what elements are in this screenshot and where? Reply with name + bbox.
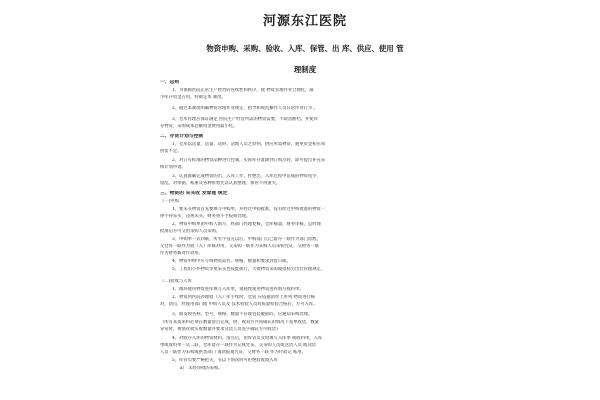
paragraph-line: 2、物资到医院办理收（入）库手续时，仓管 应依据清单上所列 物资进行核: [172, 295, 315, 300]
paragraph-line: 供货不足。: [160, 149, 182, 154]
paragraph-line: 1、仓库以适量、适量、适时、适地人员之原则，供应所需物资，避免资金积压和: [172, 142, 326, 147]
section-heading-purchasing: 三、物资的 采买收 发管理 规定: [160, 191, 228, 196]
paragraph-line: 2、通过本制度明确物资管理作业规定，指导和规范操作人员日常作业行为 。: [172, 106, 318, 111]
paragraph-line: 3、如发现名称、型号、规格、数量不符或包装破损的，应通知采购处理。: [172, 312, 313, 317]
section-heading-general: 一、总则: [160, 80, 180, 85]
paragraph-line: 对，清点，经使用部门或 申购人员及 技术检验人员对质量检验合格后，方可入库。: [160, 302, 318, 307]
paragraph-line: 3、仓库管理应保证满足 医院生产经营所需的物资需要，不缺货断档，并使库: [172, 117, 318, 122]
paragraph-line: 批准后方可交由采购人员采购。: [160, 229, 221, 234]
paragraph-line: 购计划申请。: [160, 165, 186, 170]
paragraph-line: 1、为保障医院正常生产经营的连续性和秩序，使 物资管理作业合理化，减: [172, 88, 314, 93]
paragraph-line: 3、申购单一式四联，所有字签完以后，申购部门自己留存一联作为部门留底，: [172, 237, 321, 242]
paragraph-line: 4、对收存入库的物资材料，清点后，由库管员及时填写入库单 或收料单，入库: [172, 336, 323, 341]
paragraph-line: a） 未经审批的采购。: [180, 366, 223, 371]
paragraph-line: 存物资，采购成本总额资金费用最小化。: [160, 124, 238, 129]
paragraph-line: 作为财务核对付款用。: [160, 251, 203, 256]
paragraph-line: 少库存资金占用，特制定本 制度。: [160, 95, 226, 100]
paragraph-line: 5、库管员要严格把关，有以下情况时可拒绝验收或入库: [172, 358, 278, 363]
document-subtitle-line-2: 理制度: [293, 65, 317, 74]
paragraph-line: 1、要采买物资首先要填写申购单，并经过申购批准，没有经过申购批准的物资一: [172, 207, 326, 212]
paragraph-line: 人员一联作为采购或供货部门 请款报销凭证，交财务一联 作为付款记 账用。: [160, 350, 306, 355]
subsection-heading-requisition: （一)申购: [160, 199, 179, 204]
section-heading-inventory: 二、存货计划与控制: [160, 134, 204, 139]
paragraph-line: 3、认真准确完成物资的出、入库工作，杜绝出、入库过程中造成的物资短少、: [172, 174, 321, 179]
paragraph-line: 单或收料单一式二联，仓库留存一联作为记账凭证，交采购人员或送货人员 或送货: [160, 343, 317, 348]
paragraph-line: （所有来货来料必须在数量清点完成，供、收双方共同确认的情况下签单收货，数量: [160, 320, 319, 325]
paragraph-line: 交仓库一联作为收（入）库核对用，交采购一联作为采购人员采购凭证，交财务一联: [160, 244, 319, 249]
paragraph-line: 5、工程用小件物资零星采买也按此执行，大批物资采购或招标另出台管理规定。: [172, 267, 326, 272]
paragraph-line: 2、对订有标准的物资品种进行控制，实际库存量降到订购点时，即可提出补充采: [172, 158, 326, 163]
paragraph-line: 异常时，视情况收实收数量并要求送货人员签字确认方可收货）: [160, 327, 281, 332]
document-title: 河源东江医院: [262, 14, 347, 29]
paragraph-line: 1、循环使用物资进库填写入库单，销耗性使用物资进库填写收料单。: [172, 287, 304, 292]
document-subtitle-line-1: 物资申购、采购、验收、入库、保管、出 库、供应、使用 管: [206, 44, 404, 53]
subsection-heading-receiving: （二)验收与入库: [160, 279, 192, 284]
paragraph-line: 律不得采买，违规采买，财务将不予报销处理。: [160, 214, 251, 219]
paragraph-line: 错乱，对单据、账册及各种原始凭证认真整理，保管不得遗失。: [160, 181, 281, 186]
document-page: [160, 0, 450, 400]
paragraph-line: 2、物资申购单由申购人填写，经部门经理复核，仓库核量，财务审核，总经理: [172, 222, 321, 227]
paragraph-line: 4、物资申购中应写明物资品名、规格、数量和要求到货日期。: [172, 259, 291, 264]
